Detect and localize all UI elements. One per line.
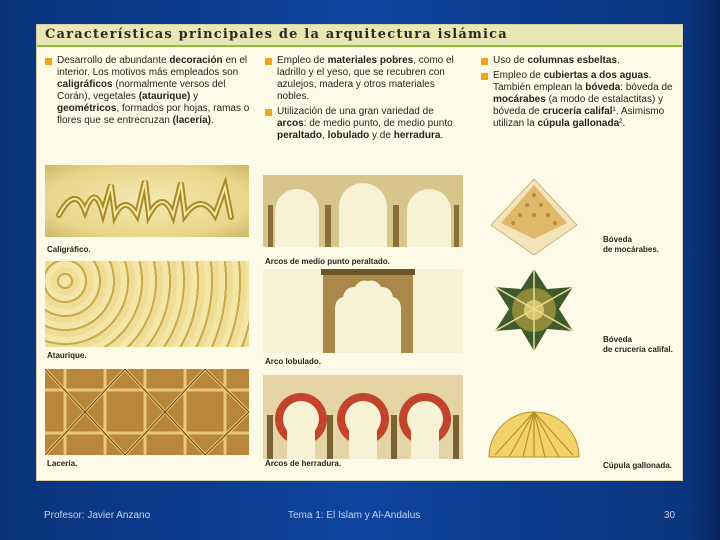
text-bold: (ataurique) [138, 91, 191, 102]
text: y de [369, 130, 394, 141]
arch-peraltado-image [263, 175, 463, 247]
footer-author: Profesor: Javier Anzano [44, 510, 151, 521]
caption-caligrafico: Caligráfico. [47, 245, 91, 254]
bullet-icon [265, 109, 272, 116]
paragraph-columns [481, 55, 677, 67]
text: Empleo de [277, 55, 328, 66]
ataurique-image [45, 261, 249, 347]
text: en el interior. Los motivos más empleados son [57, 55, 248, 78]
laceria-image [45, 369, 249, 455]
text-bold: bóveda [585, 82, 621, 93]
caption-ataurique: Ataurique. [47, 351, 87, 360]
text: : bóveda de [620, 82, 673, 93]
text: . [440, 130, 444, 141]
arch-herradura-drawing [263, 375, 463, 459]
title-bar [37, 25, 682, 47]
calligraphy-image [45, 165, 249, 237]
text: Desarrollo de abundante [57, 55, 170, 66]
footer-page-number: 30 [664, 510, 676, 521]
text: . [210, 115, 214, 126]
text: Uso de [493, 55, 528, 66]
text: . También emplean la [493, 70, 652, 93]
cupula-drawing [485, 377, 583, 463]
cruceria-drawing [485, 265, 583, 355]
text-bold: arcos [277, 118, 304, 129]
boveda-cruceria-image [485, 265, 583, 355]
text: Empleo de [493, 70, 544, 81]
background-decoration [690, 0, 720, 540]
bullet-icon [481, 58, 488, 65]
text-column-1 [45, 55, 251, 130]
text-bold: peraltado [277, 130, 323, 141]
text: , [322, 130, 328, 141]
text: (normalmente versos del Corán), vegetales [57, 79, 226, 102]
boveda-mocarabes-image [485, 175, 583, 257]
text-bold: cúpula gallonada [537, 118, 620, 129]
arch-herradura-image [263, 375, 463, 459]
text-column-2 [265, 55, 465, 145]
paragraph-materials [265, 55, 465, 103]
paragraph-vaults [481, 70, 677, 130]
caption-boveda-cruceria-1: Bóveda [603, 335, 632, 344]
arch-lobulado-drawing [263, 269, 463, 353]
text-bold: materiales pobres [327, 55, 414, 66]
cupula-gallonada-image [485, 377, 583, 463]
text-bold: herradura [393, 130, 441, 141]
caption-cupula: Cúpula gallonada. [603, 461, 672, 470]
caption-boveda-cruceria-2: de crucería califal. [603, 345, 673, 354]
mocarabes-drawing [485, 175, 583, 257]
text: (a modo de estalactitas) y bóveda de [493, 94, 664, 117]
text: y [190, 91, 199, 102]
calligraphy-drawing [45, 165, 249, 237]
text-bold: mocárabes [493, 94, 546, 105]
text: Utilización de una gran variedad de [277, 106, 434, 117]
text-bold: caligráficos [57, 79, 113, 90]
text-bold: columnas esbeltas [527, 55, 617, 66]
caption-laceria: Lacería. [47, 459, 78, 468]
text-column-3 [481, 55, 677, 133]
bullet-icon [45, 58, 52, 65]
caption-boveda-mocarabes-2: de mocárabes. [603, 245, 660, 254]
paragraph-decoration [45, 55, 251, 127]
laceria-pattern [45, 369, 249, 455]
text: , como el ladrillo y el yeso, que se recubren con azulejos, madera y otros materiales nobles. [277, 55, 454, 102]
caption-boveda-mocarabes-1: Bóveda [603, 235, 632, 244]
text-bold: decoración [169, 55, 223, 66]
arch-lobulado-image [263, 269, 463, 353]
text-bold: cubiertas a dos aguas [543, 70, 649, 81]
bullet-icon [481, 73, 488, 80]
slide-title: Características principales de la arquitectura islámica [45, 27, 508, 42]
text-bold: lobulado [327, 130, 370, 141]
caption-arco-peraltado: Arcos de medio punto peraltado. [265, 257, 390, 266]
slide-content [36, 24, 683, 481]
text: , formados por hojas, ramas o flores que se entrecruzan [57, 103, 250, 126]
paragraph-arches [265, 106, 465, 142]
text-bold: crucería califal [542, 106, 613, 117]
caption-arco-herradura: Arcos de herradura. [265, 459, 342, 468]
text-bold: (lacería) [172, 115, 211, 126]
text-bold: geométricos [57, 103, 117, 114]
text: : de medio punto, de medio punto [303, 118, 453, 129]
text: ². [619, 118, 626, 129]
text: ¹. Asimismo utilizan la [493, 106, 665, 129]
footer-topic: Tema 1: El Islam y Al-Andalus [288, 510, 421, 521]
bullet-icon [265, 58, 272, 65]
arch-peraltado-drawing [263, 175, 463, 247]
caption-arco-lobulado: Arco lobulado. [265, 357, 321, 366]
text: . [616, 55, 620, 66]
